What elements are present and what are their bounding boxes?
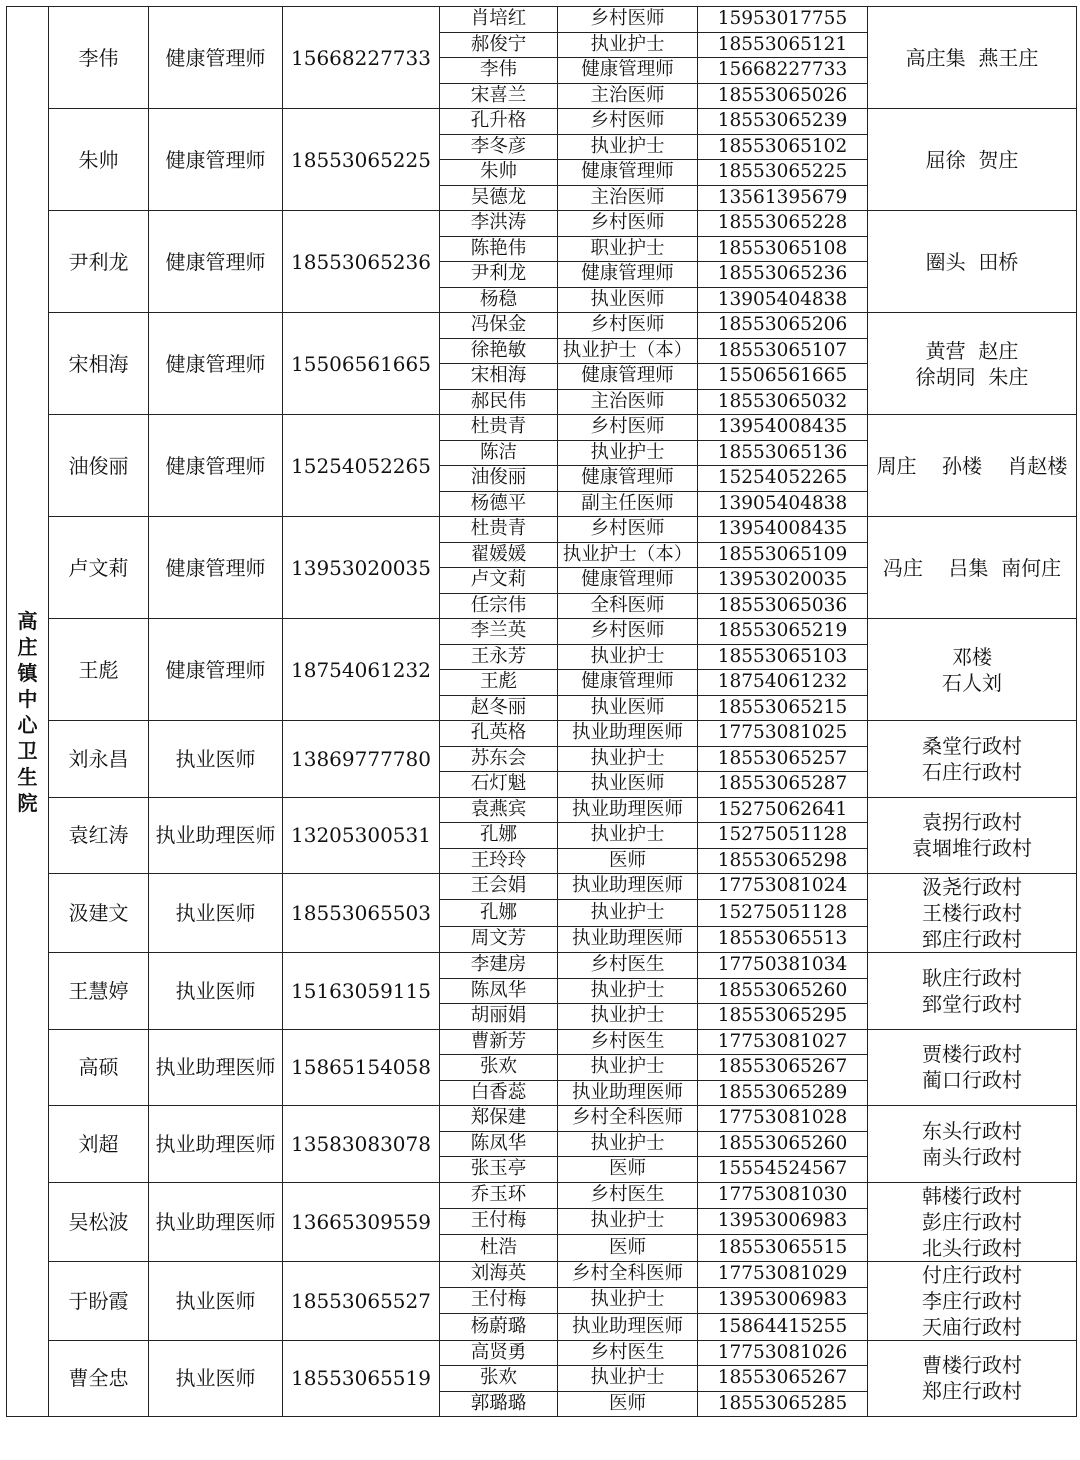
member-name: 李建房 bbox=[440, 953, 558, 979]
member-name: 乔玉环 bbox=[440, 1182, 558, 1208]
member-title: 医师 bbox=[558, 848, 698, 874]
member-name: 王玲玲 bbox=[440, 848, 558, 874]
member-title: 执业护士 bbox=[558, 1208, 698, 1234]
member-name: 任宗伟 bbox=[440, 593, 558, 619]
member-phone: 17753081026 bbox=[698, 1340, 868, 1366]
hospital-name-char: 镇 bbox=[17, 660, 38, 685]
member-phone: 18553065260 bbox=[698, 978, 868, 1004]
member-title: 全科医师 bbox=[558, 593, 698, 619]
member-name: 冯保金 bbox=[440, 313, 558, 339]
village-line: 郅庄行政村 bbox=[922, 927, 1022, 951]
member-title: 乡村医师 bbox=[558, 7, 698, 33]
member-title: 健康管理师 bbox=[558, 364, 698, 390]
group-leader-title: 健康管理师 bbox=[149, 415, 283, 517]
member-title: 副主任医师 bbox=[558, 491, 698, 517]
member-title: 执业助理医师 bbox=[558, 1080, 698, 1106]
table-row bbox=[7, 109, 1077, 135]
member-title: 健康管理师 bbox=[558, 58, 698, 84]
member-phone: 13954008435 bbox=[698, 415, 868, 441]
member-title: 执业护士 bbox=[558, 823, 698, 849]
member-phone: 18553065032 bbox=[698, 389, 868, 415]
group-leader-name: 袁红涛 bbox=[49, 797, 149, 874]
member-title: 乡村医师 bbox=[558, 517, 698, 543]
member-phone: 18553065298 bbox=[698, 848, 868, 874]
member-title: 执业护士 bbox=[558, 440, 698, 466]
service-villages bbox=[868, 619, 1077, 721]
member-title: 执业护士 bbox=[558, 978, 698, 1004]
member-title: 执业护士 bbox=[558, 32, 698, 58]
group-leader-phone: 15865154058 bbox=[283, 1029, 440, 1106]
member-phone: 18553065219 bbox=[698, 619, 868, 645]
member-name: 刘海英 bbox=[440, 1261, 558, 1287]
group-leader-phone: 18553065225 bbox=[283, 109, 440, 211]
member-phone: 17753081025 bbox=[698, 721, 868, 747]
member-phone: 13905404838 bbox=[698, 287, 868, 313]
member-name: 朱帅 bbox=[440, 160, 558, 186]
hospital-name bbox=[7, 7, 49, 1417]
member-title: 执业护士 bbox=[558, 746, 698, 772]
member-title: 执业护士 bbox=[558, 1131, 698, 1157]
member-name: 周文芳 bbox=[440, 926, 558, 952]
member-name: 石灯魁 bbox=[440, 772, 558, 798]
member-name: 陈艳伟 bbox=[440, 236, 558, 262]
service-villages bbox=[868, 1106, 1077, 1183]
member-title: 执业护士 bbox=[558, 1004, 698, 1030]
member-name: 杜贵青 bbox=[440, 415, 558, 441]
group-leader-title: 执业医师 bbox=[149, 1261, 283, 1340]
group-leader-name: 宋相海 bbox=[49, 313, 149, 415]
group-leader-phone: 18553065236 bbox=[283, 211, 440, 313]
service-villages bbox=[868, 874, 1077, 953]
member-title: 健康管理师 bbox=[558, 466, 698, 492]
member-phone: 18553065289 bbox=[698, 1080, 868, 1106]
group-leader-phone: 15506561665 bbox=[283, 313, 440, 415]
group-leader-title: 健康管理师 bbox=[149, 313, 283, 415]
member-name: 郑保建 bbox=[440, 1106, 558, 1132]
member-name: 李伟 bbox=[440, 58, 558, 84]
member-name: 杜浩 bbox=[440, 1235, 558, 1261]
member-phone: 17753081027 bbox=[698, 1029, 868, 1055]
member-name: 高贤勇 bbox=[440, 1340, 558, 1366]
member-name: 吴德龙 bbox=[440, 185, 558, 211]
member-name: 杨稳 bbox=[440, 287, 558, 313]
member-title: 医师 bbox=[558, 1391, 698, 1417]
member-title: 乡村医生 bbox=[558, 1182, 698, 1208]
member-title: 乡村医生 bbox=[558, 1340, 698, 1366]
member-name: 孔娜 bbox=[440, 823, 558, 849]
member-phone: 18553065206 bbox=[698, 313, 868, 339]
member-phone: 18553065121 bbox=[698, 32, 868, 58]
group-leader-name: 王彪 bbox=[49, 619, 149, 721]
member-name: 宋相海 bbox=[440, 364, 558, 390]
village-line: 东头行政村 bbox=[922, 1118, 1022, 1143]
member-phone: 18553065513 bbox=[698, 926, 868, 952]
village-line: 石人刘 bbox=[942, 670, 1002, 695]
service-villages bbox=[868, 1340, 1077, 1417]
group-leader-phone: 13665309559 bbox=[283, 1182, 440, 1261]
member-name: 王永芳 bbox=[440, 644, 558, 670]
member-title: 执业护士 bbox=[558, 134, 698, 160]
group-leader-title: 执业助理医师 bbox=[149, 797, 283, 874]
table-row bbox=[7, 797, 1077, 823]
member-phone: 15668227733 bbox=[698, 58, 868, 84]
member-phone: 18553065136 bbox=[698, 440, 868, 466]
member-phone: 18553065515 bbox=[698, 1235, 868, 1261]
village-line: 邓楼 bbox=[952, 644, 992, 669]
member-phone: 18553065109 bbox=[698, 542, 868, 568]
member-phone: 15554524567 bbox=[698, 1157, 868, 1183]
member-name: 王彪 bbox=[440, 670, 558, 696]
member-name: 陈洁 bbox=[440, 440, 558, 466]
member-name: 尹利龙 bbox=[440, 262, 558, 288]
member-title: 执业助理医师 bbox=[558, 797, 698, 823]
member-title: 执业护士 bbox=[558, 1366, 698, 1392]
service-villages bbox=[868, 211, 1077, 313]
group-leader-title: 执业助理医师 bbox=[149, 1029, 283, 1106]
member-name: 孔英格 bbox=[440, 721, 558, 747]
doctor-team-table bbox=[6, 6, 1077, 1417]
village-line: 圈头 田桥 bbox=[925, 249, 1019, 274]
table-row bbox=[7, 211, 1077, 237]
group-leader-title: 执业助理医师 bbox=[149, 1182, 283, 1261]
service-villages bbox=[868, 109, 1077, 211]
member-title: 健康管理师 bbox=[558, 262, 698, 288]
member-phone: 18553065287 bbox=[698, 772, 868, 798]
member-phone: 18553065267 bbox=[698, 1366, 868, 1392]
member-name: 王会娟 bbox=[440, 874, 558, 900]
table-row bbox=[7, 721, 1077, 747]
group-leader-phone: 13583083078 bbox=[283, 1106, 440, 1183]
member-name: 李兰英 bbox=[440, 619, 558, 645]
member-phone: 18553065215 bbox=[698, 695, 868, 721]
service-villages bbox=[868, 1261, 1077, 1340]
table-row bbox=[7, 7, 1077, 33]
group-leader-title: 健康管理师 bbox=[149, 517, 283, 619]
member-phone: 17753081024 bbox=[698, 874, 868, 900]
village-line: 袁堌堆行政村 bbox=[912, 836, 1032, 861]
member-phone: 17753081030 bbox=[698, 1182, 868, 1208]
member-phone: 18553065026 bbox=[698, 83, 868, 109]
member-title: 乡村全科医师 bbox=[558, 1261, 698, 1287]
group-leader-name: 王慧婷 bbox=[49, 953, 149, 1030]
service-villages bbox=[868, 721, 1077, 798]
member-name: 李洪涛 bbox=[440, 211, 558, 237]
hospital-name-char: 生 bbox=[17, 764, 38, 789]
table-row bbox=[7, 1029, 1077, 1055]
member-name: 宋喜兰 bbox=[440, 83, 558, 109]
hospital-name-char: 高 bbox=[17, 608, 38, 633]
village-line: 蔺口行政村 bbox=[922, 1068, 1022, 1093]
member-name: 肖培红 bbox=[440, 7, 558, 33]
member-phone: 18553065228 bbox=[698, 211, 868, 237]
village-line: 桑堂行政村 bbox=[922, 733, 1022, 758]
village-line: 袁拐行政村 bbox=[922, 810, 1022, 835]
member-phone: 18553065225 bbox=[698, 160, 868, 186]
member-name: 郝民伟 bbox=[440, 389, 558, 415]
table-row bbox=[7, 874, 1077, 900]
member-phone: 15275062641 bbox=[698, 797, 868, 823]
member-phone: 13953020035 bbox=[698, 568, 868, 594]
member-name: 张玉亭 bbox=[440, 1157, 558, 1183]
member-title: 执业助理医师 bbox=[558, 721, 698, 747]
hospital-name-char: 心 bbox=[17, 712, 38, 737]
member-phone: 15506561665 bbox=[698, 364, 868, 390]
table-body bbox=[7, 7, 1077, 1417]
hospital-name-char: 庄 bbox=[17, 634, 38, 659]
group-leader-name: 刘超 bbox=[49, 1106, 149, 1183]
village-line: 天庙行政村 bbox=[922, 1314, 1022, 1339]
member-title: 执业护士 bbox=[558, 644, 698, 670]
group-leader-phone: 15668227733 bbox=[283, 7, 440, 109]
table-row bbox=[7, 313, 1077, 339]
group-leader-name: 于盼霞 bbox=[49, 1261, 149, 1340]
service-villages bbox=[868, 415, 1077, 517]
table-row bbox=[7, 517, 1077, 543]
village-line: 汲尧行政村 bbox=[922, 875, 1022, 899]
hospital-name-char: 院 bbox=[17, 790, 38, 815]
group-leader-phone: 18754061232 bbox=[283, 619, 440, 721]
member-title: 乡村医生 bbox=[558, 1029, 698, 1055]
member-title: 乡村医师 bbox=[558, 313, 698, 339]
member-title: 执业医师 bbox=[558, 695, 698, 721]
service-villages bbox=[868, 1029, 1077, 1106]
village-line: 李庄行政村 bbox=[922, 1288, 1022, 1313]
member-phone: 15275051128 bbox=[698, 900, 868, 926]
member-name: 赵冬丽 bbox=[440, 695, 558, 721]
group-leader-title: 健康管理师 bbox=[149, 7, 283, 109]
member-name: 王付梅 bbox=[440, 1208, 558, 1234]
member-phone: 13953006983 bbox=[698, 1208, 868, 1234]
member-title: 健康管理师 bbox=[558, 670, 698, 696]
member-name: 孔升格 bbox=[440, 109, 558, 135]
group-leader-phone: 18553065527 bbox=[283, 1261, 440, 1340]
hospital-name-char: 卫 bbox=[17, 738, 38, 763]
member-phone: 15953017755 bbox=[698, 7, 868, 33]
member-title: 主治医师 bbox=[558, 185, 698, 211]
member-phone: 18553065257 bbox=[698, 746, 868, 772]
member-title: 执业医师 bbox=[558, 287, 698, 313]
member-name: 郝俊宁 bbox=[440, 32, 558, 58]
group-leader-title: 执业医师 bbox=[149, 953, 283, 1030]
group-leader-phone: 13869777780 bbox=[283, 721, 440, 798]
village-line: 郑庄行政村 bbox=[922, 1379, 1022, 1404]
member-title: 执业护士 bbox=[558, 1287, 698, 1313]
village-line: 屈徐 贺庄 bbox=[925, 147, 1019, 172]
group-leader-name: 高硕 bbox=[49, 1029, 149, 1106]
group-leader-phone: 18553065503 bbox=[283, 874, 440, 953]
member-title: 执业助理医师 bbox=[558, 1314, 698, 1340]
service-villages bbox=[868, 953, 1077, 1030]
member-name: 胡丽娟 bbox=[440, 1004, 558, 1030]
village-line: 彭庄行政村 bbox=[922, 1209, 1022, 1234]
member-phone: 17753081029 bbox=[698, 1261, 868, 1287]
member-name: 张欢 bbox=[440, 1055, 558, 1081]
member-phone: 18553065103 bbox=[698, 644, 868, 670]
member-name: 卢文莉 bbox=[440, 568, 558, 594]
service-villages bbox=[868, 1182, 1077, 1261]
group-leader-title: 执业助理医师 bbox=[149, 1106, 283, 1183]
member-title: 乡村医师 bbox=[558, 619, 698, 645]
group-leader-phone: 15163059115 bbox=[283, 953, 440, 1030]
member-title: 主治医师 bbox=[558, 83, 698, 109]
member-phone: 18553065108 bbox=[698, 236, 868, 262]
member-title: 执业护士 bbox=[558, 900, 698, 926]
member-name: 张欢 bbox=[440, 1366, 558, 1392]
member-title: 健康管理师 bbox=[558, 568, 698, 594]
member-title: 医师 bbox=[558, 1235, 698, 1261]
group-leader-title: 健康管理师 bbox=[149, 619, 283, 721]
member-phone: 15254052265 bbox=[698, 466, 868, 492]
table-row bbox=[7, 415, 1077, 441]
member-name: 杨德平 bbox=[440, 491, 558, 517]
group-leader-name: 油俊丽 bbox=[49, 415, 149, 517]
member-phone: 15864415255 bbox=[698, 1314, 868, 1340]
village-line: 高庄集 燕王庄 bbox=[905, 45, 1039, 70]
group-leader-name: 吴松波 bbox=[49, 1182, 149, 1261]
member-title: 乡村医师 bbox=[558, 211, 698, 237]
group-leader-phone: 13205300531 bbox=[283, 797, 440, 874]
member-title: 执业助理医师 bbox=[558, 926, 698, 952]
village-line: 徐胡同 朱庄 bbox=[915, 364, 1029, 389]
village-line: 北头行政村 bbox=[922, 1235, 1022, 1260]
service-villages bbox=[868, 797, 1077, 874]
table-row bbox=[7, 1261, 1077, 1287]
group-leader-name: 李伟 bbox=[49, 7, 149, 109]
member-title: 执业护士（本） bbox=[558, 542, 698, 568]
village-line: 南头行政村 bbox=[922, 1144, 1022, 1169]
group-leader-title: 健康管理师 bbox=[149, 109, 283, 211]
member-title: 执业助理医师 bbox=[558, 874, 698, 900]
group-leader-phone: 13953020035 bbox=[283, 517, 440, 619]
member-title: 乡村医师 bbox=[558, 109, 698, 135]
village-line: 冯庄 吕集 南何庄 bbox=[882, 555, 1062, 580]
group-leader-name: 刘永昌 bbox=[49, 721, 149, 798]
member-phone: 18553065285 bbox=[698, 1391, 868, 1417]
member-phone: 13561395679 bbox=[698, 185, 868, 211]
member-title: 乡村全科医师 bbox=[558, 1106, 698, 1132]
group-leader-phone: 18553065519 bbox=[283, 1340, 440, 1417]
member-name: 袁燕宾 bbox=[440, 797, 558, 823]
member-name: 杨蔚璐 bbox=[440, 1314, 558, 1340]
table-row bbox=[7, 619, 1077, 645]
village-line: 周庄 孙楼 肖赵楼 bbox=[876, 453, 1068, 478]
table-row bbox=[7, 1340, 1077, 1366]
group-leader-name: 尹利龙 bbox=[49, 211, 149, 313]
member-phone: 17753081028 bbox=[698, 1106, 868, 1132]
member-phone: 18553065107 bbox=[698, 338, 868, 364]
group-leader-title: 执业医师 bbox=[149, 874, 283, 953]
member-name: 王付梅 bbox=[440, 1287, 558, 1313]
member-title: 乡村医生 bbox=[558, 953, 698, 979]
member-title: 乡村医师 bbox=[558, 415, 698, 441]
member-name: 油俊丽 bbox=[440, 466, 558, 492]
group-leader-name: 汲建文 bbox=[49, 874, 149, 953]
group-leader-title: 健康管理师 bbox=[149, 211, 283, 313]
member-name: 李冬彦 bbox=[440, 134, 558, 160]
member-title: 健康管理师 bbox=[558, 160, 698, 186]
table-row bbox=[7, 1182, 1077, 1208]
service-villages bbox=[868, 7, 1077, 109]
member-phone: 18553065102 bbox=[698, 134, 868, 160]
member-phone: 18754061232 bbox=[698, 670, 868, 696]
village-line: 耿庄行政村 bbox=[922, 965, 1022, 990]
service-villages bbox=[868, 517, 1077, 619]
group-leader-title: 执业医师 bbox=[149, 1340, 283, 1417]
member-phone: 18553065239 bbox=[698, 109, 868, 135]
member-title: 执业护士 bbox=[558, 1055, 698, 1081]
village-line: 贾楼行政村 bbox=[922, 1042, 1022, 1067]
member-name: 杜贵青 bbox=[440, 517, 558, 543]
member-phone: 18553065260 bbox=[698, 1131, 868, 1157]
member-name: 孔娜 bbox=[440, 900, 558, 926]
village-line: 石庄行政村 bbox=[922, 759, 1022, 784]
member-phone: 17750381034 bbox=[698, 953, 868, 979]
member-phone: 18553065036 bbox=[698, 593, 868, 619]
member-phone: 13905404838 bbox=[698, 491, 868, 517]
member-title: 医师 bbox=[558, 1157, 698, 1183]
member-name: 苏东会 bbox=[440, 746, 558, 772]
member-name: 陈凤华 bbox=[440, 1131, 558, 1157]
member-phone: 13954008435 bbox=[698, 517, 868, 543]
table-row bbox=[7, 953, 1077, 979]
member-name: 翟媛媛 bbox=[440, 542, 558, 568]
village-line: 付庄行政村 bbox=[922, 1262, 1022, 1287]
member-phone: 18553065295 bbox=[698, 1004, 868, 1030]
member-title: 主治医师 bbox=[558, 389, 698, 415]
village-line: 郅堂行政村 bbox=[922, 991, 1022, 1016]
member-name: 曹新芳 bbox=[440, 1029, 558, 1055]
member-title: 职业护士 bbox=[558, 236, 698, 262]
table-row bbox=[7, 1106, 1077, 1132]
group-leader-name: 卢文莉 bbox=[49, 517, 149, 619]
member-name: 郭璐璐 bbox=[440, 1391, 558, 1417]
group-leader-title: 执业医师 bbox=[149, 721, 283, 798]
hospital-name-char: 中 bbox=[17, 686, 38, 711]
member-phone: 18553065267 bbox=[698, 1055, 868, 1081]
group-leader-name: 朱帅 bbox=[49, 109, 149, 211]
village-line: 韩楼行政村 bbox=[922, 1183, 1022, 1208]
member-name: 徐艳敏 bbox=[440, 338, 558, 364]
member-phone: 18553065236 bbox=[698, 262, 868, 288]
village-line: 曹楼行政村 bbox=[922, 1353, 1022, 1378]
member-title: 执业护士（本） bbox=[558, 338, 698, 364]
service-villages bbox=[868, 313, 1077, 415]
village-line: 黄营 赵庄 bbox=[925, 338, 1019, 363]
member-phone: 13953006983 bbox=[698, 1287, 868, 1313]
group-leader-name: 曹全忠 bbox=[49, 1340, 149, 1417]
group-leader-phone: 15254052265 bbox=[283, 415, 440, 517]
member-name: 白香蕊 bbox=[440, 1080, 558, 1106]
member-name: 陈凤华 bbox=[440, 978, 558, 1004]
village-line: 王楼行政村 bbox=[922, 901, 1022, 925]
member-title: 执业医师 bbox=[558, 772, 698, 798]
member-phone: 15275051128 bbox=[698, 823, 868, 849]
